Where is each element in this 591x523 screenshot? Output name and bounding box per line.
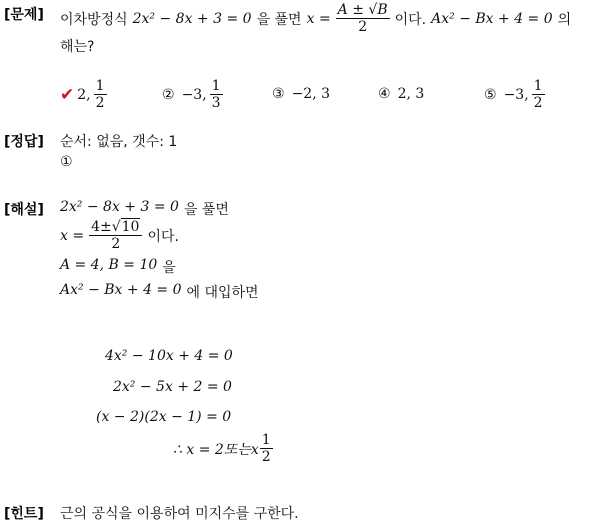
- explanation-line-4-text: 에 대입하면: [186, 285, 259, 301]
- option-2-fraction: [210, 78, 223, 111]
- final-result-fraction: [260, 432, 273, 465]
- final-result: [173, 432, 273, 465]
- question-prefix: 이차방정식: [60, 11, 128, 28]
- check-mark-icon: ✔: [60, 84, 75, 105]
- explanation-line-3: [60, 257, 176, 277]
- explanation-line-1-eq: 2x² − 8x + 3 = 0: [60, 199, 179, 215]
- option-3-value: −2, 3: [291, 86, 331, 102]
- answer-value: ①: [60, 154, 73, 170]
- explanation-line-3-text: 을: [162, 260, 176, 276]
- hint-text: 근의 공식을 이용하여 미지수를 구한다.: [60, 506, 299, 522]
- option-2-value: −3,: [181, 86, 207, 103]
- option-1-value: 2,: [77, 86, 91, 103]
- question-suffix: 이다.: [394, 11, 427, 28]
- option-1-fraction: [94, 78, 107, 111]
- explanation-label: [해설]: [4, 202, 44, 218]
- answer-label: [정답]: [4, 134, 44, 150]
- explanation-line-2-x: x =: [60, 227, 85, 244]
- explanation-line-2: [60, 219, 179, 252]
- option-4[interactable]: [378, 86, 424, 102]
- option-2[interactable]: [162, 78, 223, 111]
- explanation-line-4-eq: Ax² − Bx + 4 = 0: [60, 282, 182, 298]
- option-4-value: 2, 3: [397, 86, 425, 102]
- question-particle-2: 의: [557, 11, 572, 28]
- option-1-frac-den: 2: [95, 95, 105, 112]
- option-2-marker: ②: [162, 86, 175, 103]
- question-line-2: 해는?: [60, 39, 95, 55]
- question-line-1: [60, 2, 571, 35]
- option-3[interactable]: [272, 86, 330, 102]
- explanation-line-3-values: A = 4, B = 10: [60, 257, 158, 273]
- question-fraction: [336, 2, 390, 35]
- step-3: (x − 2)(2x − 1) = 0: [96, 409, 232, 425]
- answer-meta: 순서: 없음, 갯수: 1: [60, 134, 178, 150]
- question-equation: 2x² − 8x + 3 = 0: [132, 10, 252, 27]
- question-particle-1: 을 풀면: [256, 11, 302, 28]
- problem-label: [문제]: [4, 7, 44, 23]
- option-2-frac-den: 3: [211, 95, 221, 112]
- option-2-frac-num: 1: [211, 78, 221, 94]
- step-1: 4x² − 10x + 4 = 0: [105, 348, 233, 364]
- option-5-marker: ⑤: [484, 86, 497, 103]
- explanation-line-1-text: 을 풀면: [183, 202, 229, 218]
- explanation-line-4: [60, 282, 259, 302]
- explanation-line-2-den: 2: [89, 235, 142, 252]
- question-x-eq: x =: [306, 10, 331, 27]
- explanation-line-2-num: [89, 219, 142, 235]
- question-equation-2: Ax² − Bx + 4 = 0: [431, 10, 553, 27]
- option-5-fraction: [532, 78, 545, 111]
- question-frac-num: A ± √B: [337, 2, 388, 18]
- step-2: 2x² − 5x + 2 = 0: [113, 379, 232, 395]
- option-5-value: −3,: [503, 86, 529, 103]
- sqrt-icon: √10: [111, 219, 140, 235]
- final-result-den: 2: [261, 449, 271, 466]
- option-1-frac-num: 1: [95, 78, 105, 94]
- question-frac-den: 2: [336, 18, 390, 35]
- final-result-prefix: ∴ x = 2또는x: [173, 441, 259, 458]
- final-result-num: 1: [261, 432, 271, 448]
- hint-label: [힌트]: [4, 506, 44, 522]
- option-3-marker: ③: [272, 86, 285, 102]
- option-5-frac-num: 1: [533, 78, 543, 94]
- option-5[interactable]: [484, 78, 545, 111]
- explanation-line-1: [60, 199, 229, 219]
- explanation-line-2-num-prefix: 4±: [91, 219, 112, 235]
- option-1[interactable]: [60, 78, 107, 111]
- explanation-line-2-text: 이다.: [147, 228, 179, 245]
- explanation-line-2-fraction: [89, 219, 142, 252]
- option-4-marker: ④: [378, 86, 391, 102]
- explanation-line-2-radicand: 10: [121, 219, 140, 235]
- option-5-frac-den: 2: [533, 95, 543, 112]
